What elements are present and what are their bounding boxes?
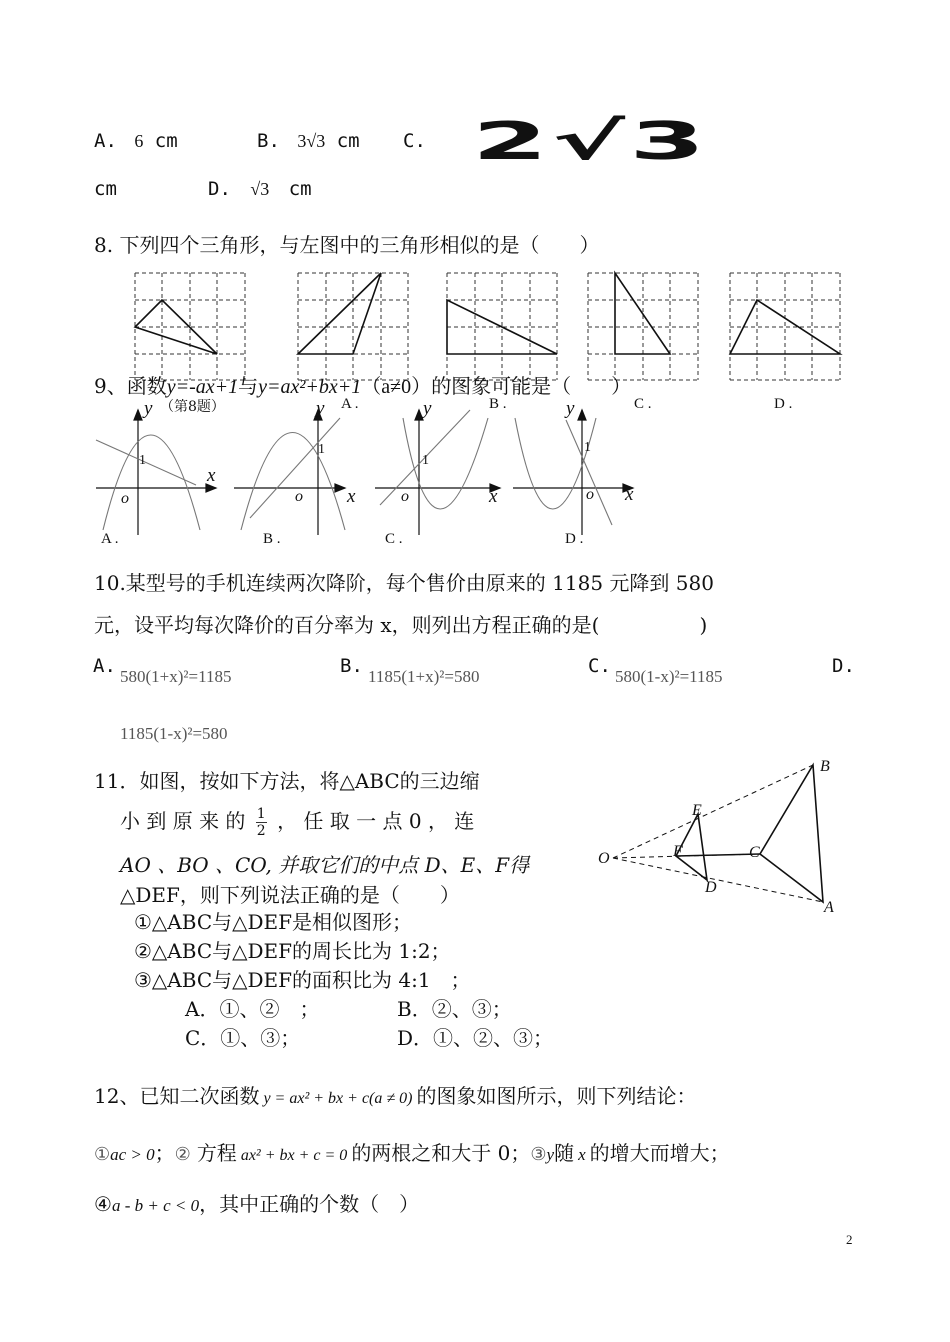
q11-fig-e: E — [692, 802, 702, 819]
q9-c-origin: o — [401, 488, 409, 505]
q11-option-d: D．①、②、③； — [397, 1026, 554, 1050]
q10-line1: 10.某型号的手机连续两次降阶，每个售价由原来的 1185 元降到 580 — [94, 571, 714, 595]
q7-option-b: B. 3√3 cm — [257, 130, 360, 152]
q10-line2: 元，设平均每次降价的百分率为 x，则列出方程正确的是( ) — [94, 613, 708, 637]
q11-fig-f: F — [673, 843, 683, 860]
q11-fig-c: C — [749, 844, 760, 861]
q10-c-eq: 580(1-x)²=1185 — [615, 667, 723, 686]
q10-b-prefix: B. — [340, 655, 363, 677]
q11-fig-o: O — [598, 850, 610, 867]
q11-fig-b: B — [820, 758, 830, 775]
q9-d-one: 1 — [584, 440, 591, 455]
q9-d-origin: o — [586, 486, 594, 503]
q9-d-y: y — [566, 398, 575, 419]
q9-b-y: y — [316, 398, 325, 419]
q8-label-d: D . — [774, 396, 793, 412]
q10-b-eq: 1185(1+x)²=580 — [368, 667, 480, 686]
q10-a-eq: 580(1+x)²=1185 — [120, 667, 232, 686]
q11-line1: 11．如图，按如下方法，将△ABC的三边缩 — [94, 769, 480, 793]
q11-fraction: $\frac{1}{2}$ — [256, 806, 266, 839]
q12-line1: 12、已知二次函数 y = ax² + bx + c(a ≠ 0) 的图象如图所示，则下列结论： — [94, 1084, 697, 1108]
q11-fig-d: D — [705, 879, 717, 896]
q12-line2: ①ac > 0；② 方程 ax² + bx + c = 0 的两根之和大于 0；③y随 x 的增大而增大； — [94, 1141, 730, 1165]
q11-option-b: B．②、③； — [397, 997, 512, 1021]
q11-fig-a: A — [824, 899, 834, 916]
q9-b-origin: o — [295, 488, 303, 505]
q8-label-c: C . — [634, 396, 652, 412]
q8-label-a: A . — [341, 396, 359, 412]
q9-label-a: A . — [101, 531, 119, 547]
page-number: 2 — [846, 1232, 853, 1247]
q9-c-one: 1 — [422, 453, 429, 468]
q9-a-x: x — [207, 465, 216, 486]
q7-option-c-label: C. — [403, 130, 426, 152]
q11-line3: AO 、BO 、CO, 并取它们的中点 D、E、F得 — [120, 853, 530, 877]
q9-c-y: y — [423, 398, 432, 419]
q7-option-a: A. 6 cm — [94, 130, 178, 152]
q11-option-c: C．①、③； — [185, 1026, 301, 1050]
q11-line4: △DEF，则下列说法正确的是（ ） — [120, 883, 460, 907]
q7-option-c-unit: cm — [94, 178, 117, 200]
q10-d-eq: 1185(1-x)²=580 — [120, 724, 228, 743]
q9-d-x: x — [625, 484, 634, 505]
q9-b-x: x — [347, 486, 356, 507]
q10-a-prefix: A. — [93, 655, 116, 677]
q12-line3: ④a - b + c < 0，其中正确的个数（ ） — [94, 1192, 420, 1216]
q9-label-b: B . — [263, 531, 281, 547]
q11-item2: ②△ABC与△DEF的周长比为 1:2； — [134, 939, 451, 963]
q9-b-one: 1 — [318, 442, 325, 457]
q8-caption: （第8题） — [160, 399, 225, 415]
q9-label-c: C . — [385, 531, 403, 547]
q9-a-y: y — [144, 398, 153, 419]
q9-a-origin: o — [121, 490, 129, 507]
q11-item1: ①△ABC与△DEF是相似图形； — [134, 910, 413, 934]
q7-option-d: D. √3 cm — [208, 178, 312, 200]
q8-label-b: B . — [489, 396, 507, 412]
q9-a-one: 1 — [139, 453, 146, 468]
q7-option-c-value: 2√3 — [472, 112, 710, 172]
q9-label-d: D . — [565, 531, 584, 547]
q10-c-prefix: C. — [588, 655, 611, 677]
q9-c-x: x — [489, 486, 498, 507]
q11-option-a: A．①、② ； — [185, 997, 320, 1021]
q9-question: 9、函数y=-ax+1与y=ax²+bx+1（a≠0）的图象可能是（ ） — [94, 374, 632, 398]
q11-line2: 小 到 原 来 的 $\frac{1}{2}$ ， 任 取 一 点 0 ， 连 — [120, 806, 475, 839]
q11-item3: ③△ABC与△DEF的面积比为 4:1 ； — [134, 968, 471, 992]
q10-d-prefix: D. — [832, 655, 855, 677]
q8-question: 8. 下列四个三角形，与左图中的三角形相似的是（ ） — [94, 233, 600, 257]
